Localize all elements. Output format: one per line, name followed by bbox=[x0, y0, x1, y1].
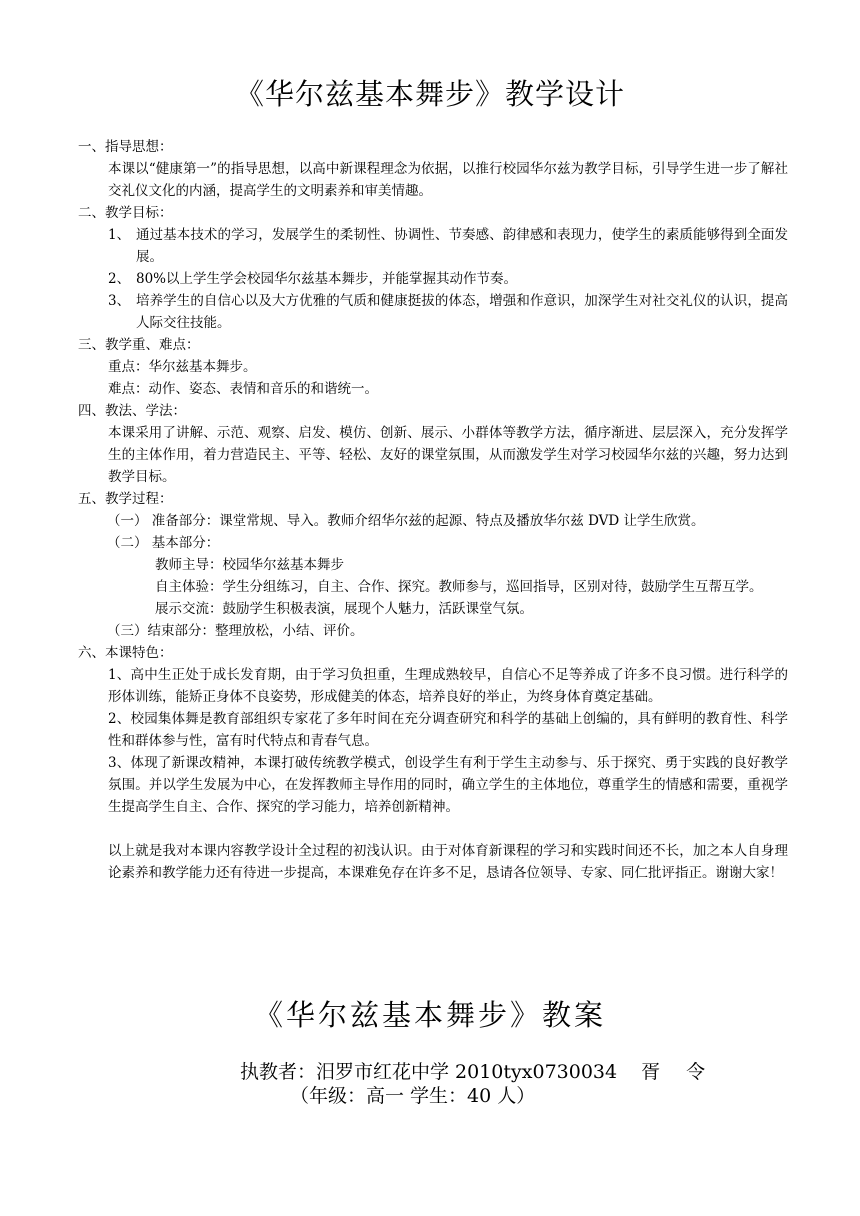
objective-item-2 bbox=[78, 268, 788, 290]
key-point: 重点：华尔兹基本舞步。 bbox=[108, 359, 257, 375]
objective-number: 3、 bbox=[108, 293, 131, 309]
objective-item-3 bbox=[78, 290, 788, 334]
feature-item-2: 2、校园集体舞是教育部组织专家花了多年时间在充分调查研究和科学的基础上创编的，具有鲜明的教育性、科学性和群体参与性，富有时代特点和青春气息。 bbox=[108, 711, 788, 749]
lesson-plan-title: 《华尔兹基本舞步》教案 bbox=[253, 998, 606, 1032]
process-part-2: （二） 基本部分： bbox=[107, 535, 220, 551]
objective-item-1 bbox=[78, 224, 788, 268]
spacer bbox=[78, 818, 788, 840]
author-name: 胥 令 bbox=[641, 1061, 716, 1083]
author-school: 执教者：汨罗市红花中学 2010tyx0730034 bbox=[240, 1061, 618, 1083]
objective-number: 2、 bbox=[108, 271, 131, 287]
section-1-text: 本课以“健康第一”的指导思想，以高中新课程理念为依据，以推行校园华尔兹为教学目标，引导学生进一步了解社交礼仪文化的内涵，提高学生的文明素养和审美情趣。 bbox=[108, 161, 788, 199]
grade-line: （年级：高一 学生：40 人） bbox=[290, 1085, 536, 1107]
objective-text: 通过基本技术的学习，发展学生的柔韧性、协调性、节奏感、韵律感和表现力，使学生的素质能够得到全面发展。 bbox=[136, 227, 788, 265]
objective-text: 培养学生的自信心以及大方优雅的气质和健康挺拔的体态，增强和作意识，加深学生对社交礼仪的认识，提高人际交往技能。 bbox=[136, 293, 788, 331]
process-part-2-show: 展示交流：鼓励学生积极表演，展现个人魅力，活跃课堂气氛。 bbox=[155, 601, 533, 617]
feature-item-3: 3、体现了新课改精神，本课打破传统教学模式，创设学生有利于学生主动参与、乐于探究、勇于实践的良好教学氛围。并以学生发展为中心，在发挥教师主导作用的同时，确立学生的主体地位，尊重学生的情感和需要，重视学生提高学生自主、合作、探究的学习能力，培养创新精神。 bbox=[108, 755, 788, 815]
difficult-point: 难点：动作、姿态、表情和音乐的和谐统一。 bbox=[108, 381, 378, 397]
section-heading-2: 二、教学目标： bbox=[78, 205, 173, 221]
author-line bbox=[240, 1057, 715, 1084]
section-heading-1: 一、指导思想： bbox=[78, 139, 173, 155]
section-4-text: 本课采用了讲解、示范、观察、启发、模仿、创新、展示、小群体等教学方法，循序渐进、层层深入，充分发挥学生的主体作用，着力营造民主、平等、轻松、友好的课堂氛围，从而激发学生对学习校园华尔兹的兴趣，努力达到教学目标。 bbox=[108, 425, 788, 485]
feature-item-1: 1、高中生正处于成长发育期，由于学习负担重，生理成熟较早，自信心不足等养成了许多不良习惯。进行科学的形体训练，能矫正身体不良姿势，形成健美的体态，培养良好的举止，为终身体育奠定基础。 bbox=[108, 667, 788, 705]
objective-number: 1、 bbox=[108, 227, 131, 243]
process-part-3: （三）结束部分：整理放松，小结、评价。 bbox=[107, 623, 364, 639]
process-part-2-teacher: 教师主导：校园华尔兹基本舞步 bbox=[155, 557, 344, 573]
section-heading-5: 五、教学过程： bbox=[78, 491, 173, 507]
section-heading-3: 三、教学重、难点： bbox=[78, 337, 200, 353]
document-title: 《华尔兹基本舞步》教学设计 bbox=[234, 77, 625, 111]
section-heading-6: 六、本课特色： bbox=[78, 645, 173, 661]
section-heading-4: 四、教法、学法： bbox=[78, 403, 186, 419]
process-part-1: （一） 准备部分：课堂常规、导入。教师介绍华尔兹的起源、特点及播放华尔兹 DVD 让学生欣赏。 bbox=[107, 513, 705, 529]
process-part-2-self: 自主体验：学生分组练习，自主、合作、探究。教师参与，巡回指导，区别对待，鼓励学生互帮互学。 bbox=[155, 579, 763, 595]
document-body bbox=[78, 136, 788, 884]
objective-text: 80%以上学生学会校园华尔兹基本舞步，并能掌握其动作节奏。 bbox=[136, 271, 518, 287]
closing-paragraph: 以上就是我对本课内容教学设计全过程的初浅认识。由于对体育新课程的学习和实践时间还不长，加之本人自身理论素养和教学能力还有待进一步提高，本课难免存在许多不足，恳请各位领导、专家、同仁批评指正。谢谢大家！ bbox=[108, 843, 788, 881]
